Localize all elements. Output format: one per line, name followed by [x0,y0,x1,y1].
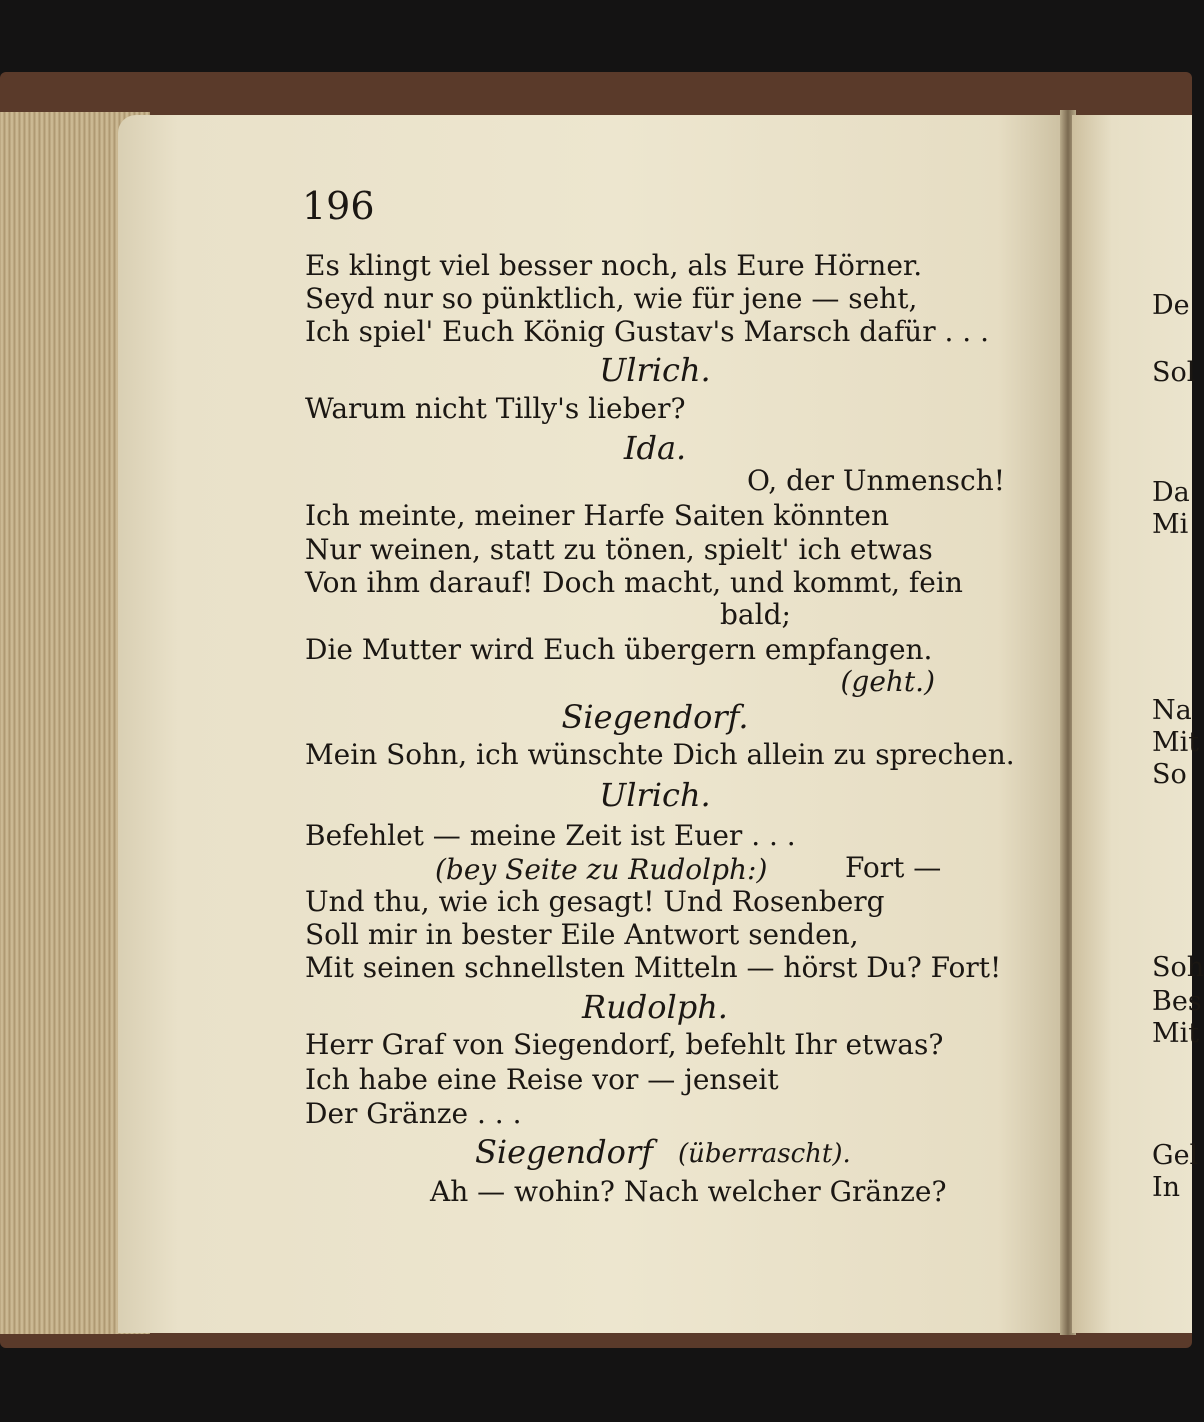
right-page-fragment: Mit [1152,727,1200,758]
verse-line: Befehlet — meine Zeit ist Euer . . . [305,819,796,852]
stage-direction: (überrascht). [678,1139,851,1169]
verse-line: O, der Unmensch! [746,464,1005,497]
verse-line: bald; [720,598,791,631]
verse-line: Ah — wohin? Nach welcher Gränze? [430,1175,947,1208]
speaker-name: Ulrich. [599,776,711,814]
stage-direction: (bey Seite zu Rudolph:) [435,853,768,886]
right-page-fragment: Da [1152,477,1190,508]
right-page-fragment: Bes [1152,986,1202,1017]
verse-line: Von ihm darauf! Doch macht, und kommt, fein [305,566,963,599]
right-page-fragment: In [1152,1172,1181,1203]
verse-line: Es klingt viel besser noch, als Eure Hörner. [305,249,923,282]
speaker-name: Ida. [623,429,687,467]
verse-line: Mit seinen schnellsten Mitteln — hörst Du? Fort! [305,951,1002,984]
verse-line: Herr Graf von Siegendorf, befehlt Ihr etwas? [305,1028,944,1061]
speaker-name: Siegendorf. [561,698,749,736]
verse-line: Fort — [845,851,942,884]
stage-direction: (geht.) [840,665,935,698]
right-page-fragment: Na [1152,695,1192,726]
verse-line: Die Mutter wird Euch übergern empfangen. [305,633,933,666]
verse-line: Warum nicht Tilly's lieber? [305,392,686,425]
page-number: 196 [302,184,375,228]
verse-line: Ich habe eine Reise vor — jenseit [305,1063,779,1096]
right-page-fragment: Mi [1152,509,1189,540]
verse-line: Und thu, wie ich gesagt! Und Rosenberg [305,885,885,918]
verse-line: Soll mir in bester Eile Antwort senden, [305,918,859,951]
verse-line: Ich spiel' Euch König Gustav's Marsch dafür . . . [305,315,990,348]
verse-line: Der Gränze . . . [305,1097,522,1130]
verse-line: Ich meinte, meiner Harfe Saiten könnten [305,499,890,532]
right-page-fragment: Sol [1152,357,1196,388]
speaker-name: Rudolph. [582,988,728,1026]
right-page-fragment: De [1152,290,1190,321]
right-page-fragment: Gel [1152,1140,1199,1171]
right-page-fragment: Mit [1152,1018,1200,1049]
right-page-fragment: Soh [1152,952,1204,983]
verse-line: Nur weinen, statt zu tönen, spielt' ich etwas [305,533,933,566]
verse-line: Mein Sohn, ich wünschte Dich allein zu sprechen. [305,738,1015,771]
speaker-name: Ulrich. [599,351,711,389]
verse-line: Seyd nur so pünktlich, wie für jene — seht, [305,282,918,315]
speaker-name: Siegendorf [475,1133,654,1171]
right-page-fragment: So [1152,759,1187,790]
